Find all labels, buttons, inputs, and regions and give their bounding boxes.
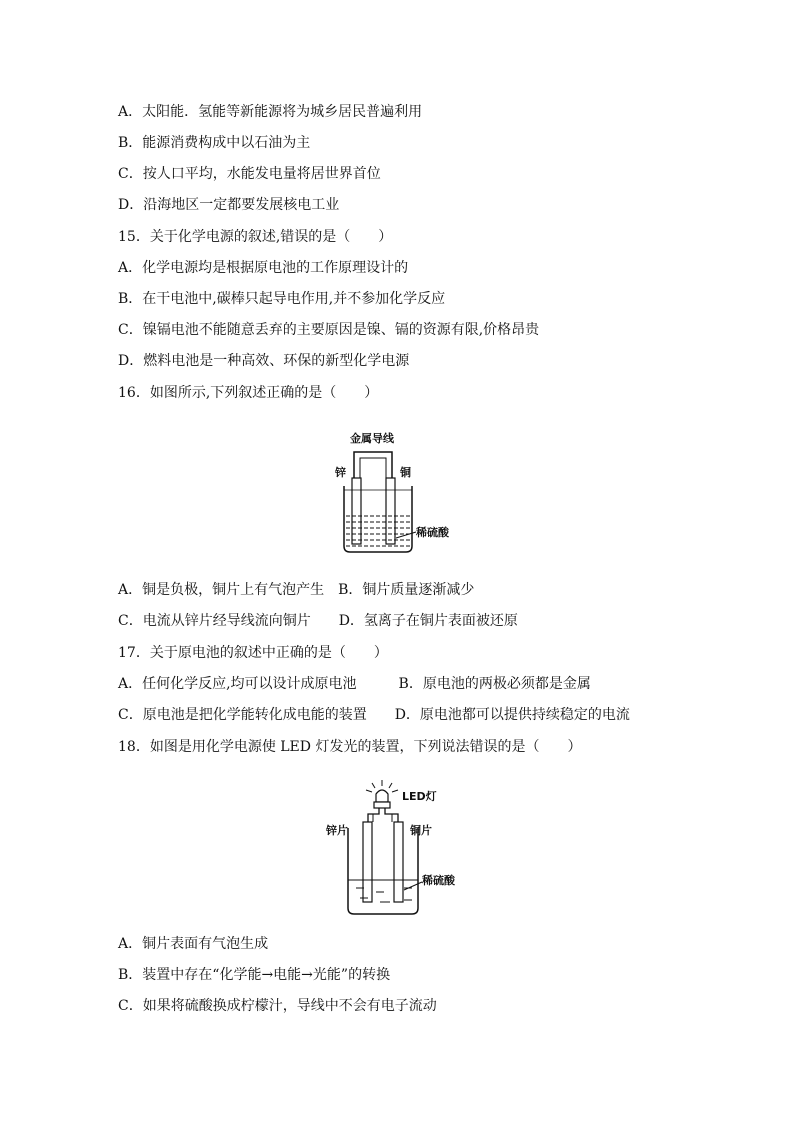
q16-wire-label: 金属导线 <box>350 432 394 445</box>
q14-option-c: C．按人口平均，水能发电量将居世界首位 <box>118 166 381 182</box>
q18-beaker <box>348 828 418 914</box>
q18-stem: 18．如图是用化学电源使 LED 灯发光的装置，下列说法错误的是（ ） <box>118 739 582 755</box>
q16-stem: 16．如图所示,下列叙述正确的是（ ） <box>118 385 379 401</box>
q14-option-a: A．太阳能．氢能等新能源将为城乡居民普遍利用 <box>118 104 423 120</box>
q15-option-c: C．镍镉电池不能随意丢弃的主要原因是镍、镉的资源有限,价格昂贵 <box>118 322 540 338</box>
q18-copper-electrode <box>394 822 403 902</box>
q17-options-cd: C．原电池是把化学能转化成电能的装置 D．原电池都可以提供持续稳定的电流 <box>118 707 630 723</box>
q15-option-a: A．化学电源均是根据原电池的工作原理设计的 <box>118 260 409 276</box>
q14-option-d: D．沿海地区一定都要发展核电工业 <box>118 197 340 213</box>
q15-option-b: B．在干电池中,碳棒只起导电作用,并不参加化学反应 <box>118 291 446 307</box>
q18-zinc-label: 锌片 <box>326 824 348 837</box>
q18-zinc-electrode <box>363 822 372 902</box>
q16-copper-label: 铜 <box>400 466 411 479</box>
q18-acid-label: 稀硫酸 <box>422 874 455 887</box>
q17-stem: 17．关于原电池的叙述中正确的是（ ） <box>118 645 388 661</box>
q18-led-label: LED灯 <box>402 790 437 803</box>
q17-options-ab: A．任何化学反应,均可以设计成原电池 B．原电池的两极必须都是金属 <box>118 676 591 692</box>
q16-acid-label: 稀硫酸 <box>416 526 449 539</box>
q18-led-cell-figure <box>320 778 480 920</box>
q14-option-b: B．能源消费构成中以石油为主 <box>118 135 311 151</box>
q18-copper-label: 铜片 <box>410 824 432 837</box>
q18-option-a: A．铜片表面有气泡生成 <box>118 936 269 952</box>
q16-zinc-label: 锌 <box>335 466 346 479</box>
led-bulb <box>376 790 388 802</box>
q16-cell-figure <box>330 428 470 558</box>
q16-options-cd: C．电流从锌片经导线流向铜片 D．氢离子在铜片表面被还原 <box>118 613 518 629</box>
q18-option-b: B．装置中存在“化学能→电能→光能”的转换 <box>118 967 391 983</box>
q16-options-ab: A．铜是负极，铜片上有气泡产生 B．铜片质量逐渐减少 <box>118 582 475 598</box>
q15-stem: 15．关于化学电源的叙述,错误的是（ ） <box>118 229 393 245</box>
q15-option-d: D．燃料电池是一种高效、环保的新型化学电源 <box>118 353 410 369</box>
q18-option-c: C．如果将硫酸换成柠檬汁，导线中不会有电子流动 <box>118 998 437 1014</box>
